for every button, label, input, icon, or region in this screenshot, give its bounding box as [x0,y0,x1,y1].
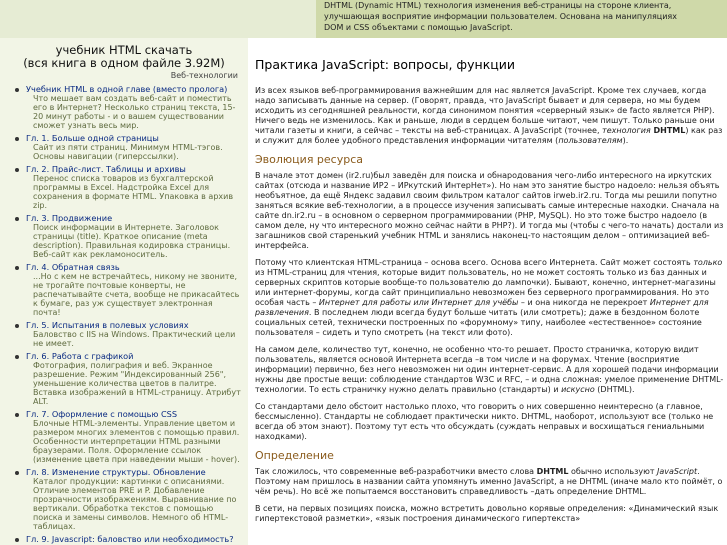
chapter-description: Что мешает вам создать веб-сайт и поместить его в Интернет? Несколько страниц текста, 15-20 минут работы - и о вашем существовании сможет узнать весь мир. [33,94,236,130]
chapter-link[interactable]: Гл. 1. Больше одной страницы [26,133,159,143]
sidebar [0,38,248,545]
sidebar-caption: Веб-технологии [170,71,238,80]
chapter-description: Фотография, полиграфия и веб. Экранное разрешение. Режим "Индексированный 256", уменьшение количества цветов в палитре. Вставка изображений в HTML-страницу. Атрибут ALT. [33,361,241,406]
intro-paragraph: Из всех языков веб-программирования важнейшим для нас является JavaScript. Кроме тех случаев, когда надо записывать данные на сервер. (Говорят, правда, что JavaScript бывает и для сервера, но мы будем исходить из сегодняшней реальности, когда синонимом понятия «серверный язык» de facto является PHP). Ничего ведь не изменилось. Как и раньше, люди в сердцем больше читают, чем пишут. Только раньше они читали газеты и книги, а сейчас – тексты на веб-страницах. А JavaScript (точнее, технология DHTML) как раз и служит для более удобного представления информации читателям (пользователям). [255,86,723,145]
chapter-link[interactable]: Гл. 6. Работа с графикой [26,351,134,361]
chapter-link[interactable]: Гл. 4. Обратная связь [26,262,120,272]
chapter-description: Сайт из пяти страниц. Минимум HTML-тэгов. Основы навигации (гиперссылки). [33,143,223,161]
chapter-description: ...Но с кем не встречайтесь, никому не звоните, не трогайте почтовые конверты, не распечатывайте счета, вообще не прикасайтесь к бумаге, раз уж существует электронная почта! [33,272,240,317]
paragraph: Потому что клиентская HTML-страница – основа всего. Основа всего Интернета. Сайт может состоять только из HTML-страниц для чтения, которые видит пользователь, но не может состоять только из баз данных и серверных скриптов которые вообще-то пользователю до лампочки). Бывают, конечно, интернет-магазины или интернет-форумы, когда сайт принципиально невозможен без серверного программирования. Но это особая часть – Интернет для работы или Интернет для учёбы – и она никогда не перекроет Интернет для развлечения. В последнем люди всегда будут больше читать (или смотреть); даже в бездонном болоте социальных сетей, технически построенных по «форумному» типу, наиболее «естественное» состояние пользователя – сидеть и тупо смотреть (на текст или фото). [255,258,723,337]
paragraph: Со стандартами дело обстоит настолько плохо, что говорить о них совершенно неинтересно (а главное, бессмысленно). Стандарты не соблюдает практически никто. DHTML, наоборот, используют все (только не всегда об этом знают). Поэтому тут есть что обсуждать (суждать неправых и восхищаться гениальными находками). [255,402,714,441]
chapter-description: Блочные HTML-элементы. Управление цветом и размером многих элементов с помощью правил. Особенности интерпретации HTML разными браузерами. Поля. Оформление ссылок (изменение цвета при наведении мыши - hover). [33,419,240,464]
dhtml-definition-banner [316,0,727,38]
chapter-link[interactable]: Гл. 8. Изменение структуры. Обновление [26,467,206,477]
book-size-note: (вся книга в одном файле 3.92M) [23,56,225,70]
page-title: Практика JavaScript: вопросы, функции [255,57,515,72]
chapter-link[interactable]: Гл. 3. Продвижение [26,213,113,223]
chapter-list [0,84,248,544]
chapter-link[interactable]: Гл. 7. Оформление с помощью CSS [26,409,178,419]
chapter-link[interactable]: Гл. 2. Прайс-лист. Таблицы и архивы [26,164,186,174]
paragraph: Так сложилось, что современные веб-разработчики вместо слова DHTML обычно используют JavaScript. Поэтому нам пришлось в названии сайта упомянуть именно JavaScript, а не DHTML (иначе мало кто поймёт, о чём речь). Но всё же попытаемся восстановить справедливость –дать определение DHTML. [255,467,723,496]
chapter-link[interactable]: Гл. 9. Javascript: баловство или необходимость? [26,534,234,544]
chapter-item [13,320,242,348]
chapter-item [13,262,242,317]
section-heading-evolution: Эволюция ресурса [255,153,364,166]
chapter-item [13,351,242,406]
chapter-item [13,467,242,531]
download-book-link[interactable]: учебник HTML скачать [55,43,193,57]
header-left-panel [0,0,316,38]
chapter-item [13,164,242,210]
paragraph: На самом деле, количество тут, конечно, не особенно что-то решает. Просто страничка, которую видит пользователь, является основой Интернета всегда –в том числе и на форумах. Чтение (восприятие информации) первично, без него невозможен ни один интернет-сервис. А для хорошей подачи информации нужны две простые вещи: соблюдение стандартов W3C и RFC, – и одна сложная: умелое применение DHTML-технологии. То есть страничку нужно делать правильно (стандарты) и искусно (DHTML). [255,345,724,394]
section-heading-definition: Определение [255,449,334,462]
chapter-item [13,84,242,130]
definition-line: DHTML (Dynamic HTML) технология изменения веб-страницы на стороне клиента, [324,1,672,10]
chapter-item [13,213,242,259]
chapter-item [13,534,242,544]
chapter-item [13,133,242,161]
chapter-description: Баловство с IIS на Windows. Практический цели не имеет. [33,330,236,348]
chapter-item [13,409,242,464]
chapter-link[interactable]: Гл. 5. Испытания в полевых условиях [26,320,189,330]
chapter-description: Перенос списка товаров из бухгалтерской программы в Excel. Надстройка Excel для сохранения в формате HTML. Упаковка в архив zip. [33,174,234,210]
definition-line: DOM и CSS объектами с помощью JavaScript. [324,23,513,32]
chapter-link[interactable]: Учебник HTML в одной главе (вместо пролога) [26,84,228,94]
definition-line: улучшающая восприятие информации пользователем. Основана на манипуляциях [324,12,677,21]
main-content [248,38,727,545]
chapter-description: Каталог продукции: картинки с описаниями. Отличие элементов PRE и P. Добавление прозрачности изображениям. Выравнивание по вертикали. Обработка текстов с помощью поиска и замены символов. Немного об HTML-таблицах. [33,477,237,531]
chapter-description: Поиск информации в Интернете. Заголовок страницы (title). Краткое описание (meta description). Правильная кодировка страницы. Веб-сайт как рекламоноситель. [33,223,231,259]
paragraph: В начале этот домен (ir2.ru)был заведён для поиска и обнародования чего-либо интересного на иркутских сайтах (отсюда и название ИР2 – ИРкутский ИнтерНет»). Но нам это занятие быстро надоело: нельзя объять необъятное, да ещё Яндекс задавил своим фильтром каталог сайтов irweb.ir2.ru. Тогда мы решили попутно заняться всякие веб-технологии, а в процессе изучения записывать самые интересные находки. Сначала на сайте dn.ir2.ru – в основном о серверном программировании (PHP, MySQL). Но это тоже быстро надоело (в самом деле, ну что интересного можно сейчас найти в PHP?). И тогда мы (чтобы с чего-то начать) достали из загашников свой старенький учебник HTML и занялись наконец-то настоящим делом – оптимизацией веб-интерфейса. [255,171,724,250]
paragraph: В сети, на первых позициях поиска, можно встретить довольно корявые определения: «Динамический язык гипертекстовой разметки», «язык построения динамического гипертекста» [255,504,719,523]
